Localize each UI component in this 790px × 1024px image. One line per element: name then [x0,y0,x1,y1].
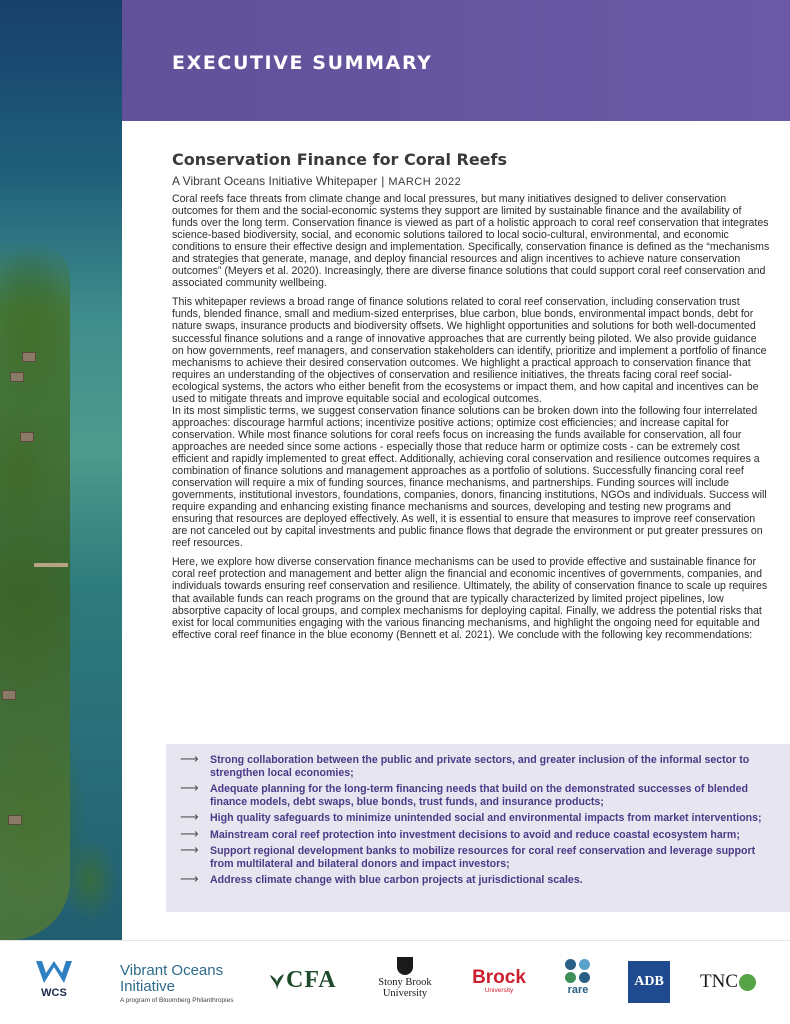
long-right-arrow-icon: ⟶ [180,872,199,887]
wcs-w-icon [34,959,74,985]
paragraph: This whitepaper reviews a broad range of finance solutions related to coral reef conservation, including conservation trust funds, blended finance, small and medium-sized enterprises, blue carbon, blue bonds, environmental impact bonds, debt for nature swaps, insurance products and biodiversity offsets. We highlight opportunities and solutions for both well-documented successful finance solutions and a range of innovative approaches that are currently being piloted. We also provide guidance on how governments, reef managers, and conservation stakeholders can identify, prioritize and implement a portfolio of finance mechanisms to achieve their desired conservation outcomes. We highlight a practical approach to conservation finance that requires an understanding of the objectives of conservation and resilience initiatives, the threats facing coral reef social-ecological systems, the actors who either benefit from the ecosystems or impact them, and how capital and incentives can be used to mitigate threats and improve equitable social and ecological outcomes. [172,296,767,405]
cfa-label: CFA [286,967,337,993]
vibrant-oceans-tagline: A program of Bloomberg Philanthropies [120,997,234,1004]
recommendation-item [180,845,780,870]
long-right-arrow-icon: ⟶ [180,810,199,825]
stony-brook-line1: Stony Brook [378,977,432,988]
hut-image [8,815,22,825]
hut-image [10,372,24,382]
recommendation-text: Mainstream coral reef protection into investment decisions to avoid and reduce coastal ecosystem harm; [210,828,740,841]
hut-image [20,432,34,442]
brock-label: Brock [472,967,526,988]
vibrant-oceans-line1: Vibrant Oceans [120,962,224,979]
recommendations-box [166,744,790,912]
recommendation-text: Strong collaboration between the public and private sectors, and greater inclusion of the informal sector to strengthen local economies; [210,754,750,779]
recommendation-item [180,783,780,808]
cfa-logo [268,967,348,994]
recommendation-item [180,826,780,842]
recommendation-item [180,874,780,887]
stony-brook-line2: University [382,988,428,999]
rare-logo [560,959,596,996]
vibrant-oceans-line2: Initiative [120,978,176,995]
fern-leaf-icon [268,971,286,991]
hut-image [2,690,16,700]
long-right-arrow-icon: ⟶ [180,843,199,858]
recommendation-text: Address climate change with blue carbon projects at jurisdictional scales. [210,874,583,886]
paragraph: In its most simplistic terms, we suggest conservation finance solutions can be broken down into the following four interrelated approaches: discourage harmful actions; incentivize positive actions; optimize cost efficiencies; and increase capital for conservation. While most finance solutions for coral reefs focus on increasing the funds available for conservation, all four approaches are needed since some actions - especially those that reduce harm or optimize costs - can be extremely cost efficient and rapidly implemented to great effect. Additionally, achieving coral conservation and resilience outcomes requires a combination of finance solutions and management approaches as a portfolio of solutions. Successfully financing coral reef conservation will require a mix of funding sources, finance mechanisms, and partnerships. Funding sources will include governments, institutional investors, foundations, companies, donors, financing institutions, NGOs and individuals. Success will require expanding and enhancing existing finance mechanisms and sources, developing and testing new programs and ensuring that resources are deployed effectively. As well, it is essential to ensure that measures to improve reef conservation are not canceled out by capital investments and public finance flows that degrade the environment or put greater pressures on reef resources. [172,404,767,550]
vibrant-oceans-logo [120,963,240,1004]
rare-label: rare [567,984,589,996]
long-right-arrow-icon: ⟶ [180,826,199,842]
shoreline-vegetation [0,240,70,940]
paragraph: Here, we explore how diverse conservation finance mechanisms can be used to provide effective and sustainable finance for coral reef protection and management and better align the financial and economic incentives of governments, companies, and individuals towards ensuring reef conservation and resilience. Ultimately, the ability of conservation finance to scale up requires that available funds can reach programs on the ground that are typically characterized by limited project pipelines, low absorptive capacity of local groups, and complex mechanisms for deploying capital. Finally, we address the potential risks that exist for local communities engaging with the various financing mechanisms, and highlight the ongoing need for equitable and effective coral reef finance in the blue economy (Bennett et al. 2021). We conclude with the following key recommendations: [172,556,768,641]
recommendation-item [180,754,780,779]
subtitle-separator: | [381,174,385,188]
brock-university-logo [466,969,532,994]
subtitle-text: A Vibrant Oceans Initiative Whitepaper [172,174,378,188]
partner-logos-strip [0,940,790,1024]
long-right-arrow-icon: ⟶ [180,752,199,767]
wcs-label: WCS [41,987,67,999]
stony-brook-crest-icon [397,957,413,975]
recommendation-text: Support regional development banks to mobilize resources for coral reef conservation and leverage support from multilateral and bilateral donors and impact investors; [210,845,756,870]
adb-label: ADB [634,974,664,989]
paragraph: Coral reefs face threats from climate change and local pressures, but many initiatives designed to deliver conservation outcomes for them and the social-economic systems they support are limited by sustainable finance and the availability of funds over the long term. Conservation finance is viewed as part of a holistic approach to coral reef conservation that integrates science-based biodiversity, social, and economic solutions tailored to local socio-cultural, environmental, and economic conditions to ensure their effective design and implementation. Specifically, conservation finance is defined as the “mechanisms and strategies that generate, manage, and deploy financial resources and align incentives to achieve nature conservation outcomes” (Meyers et al. 2020). Increasingly, there are diverse finance solutions that could support coral reef conservation and associated community wellbeing. [172,193,770,290]
header-title: EXECUTIVE SUMMARY [172,52,433,74]
document-subtitle [172,174,770,190]
globe-icon [739,974,756,991]
wcs-logo [30,959,78,999]
dock-image [34,563,68,567]
rare-dots-icon [560,959,596,983]
recommendation-text: Adequate planning for the long-term financing needs that build on the demonstrated successes of blended finance models, debt swaps, blue bonds, trust funds, and insurance products; [210,783,748,808]
recommendation-item [180,812,780,825]
adb-logo [628,961,670,1003]
stony-brook-logo [372,957,438,999]
aerial-coast-photo [0,0,122,940]
long-right-arrow-icon: ⟶ [180,781,199,796]
tnc-logo [700,971,772,993]
document-title: Conservation Finance for Coral Reefs [172,150,507,169]
recommendation-text: High quality safeguards to minimize unintended social and environmental impacts from market interventions; [210,812,762,824]
publication-date: MARCH 2022 [388,176,462,188]
hut-image [22,352,36,362]
brock-sub-label: University [484,987,514,994]
tnc-label: TNC [700,971,738,992]
main-content [172,149,770,641]
